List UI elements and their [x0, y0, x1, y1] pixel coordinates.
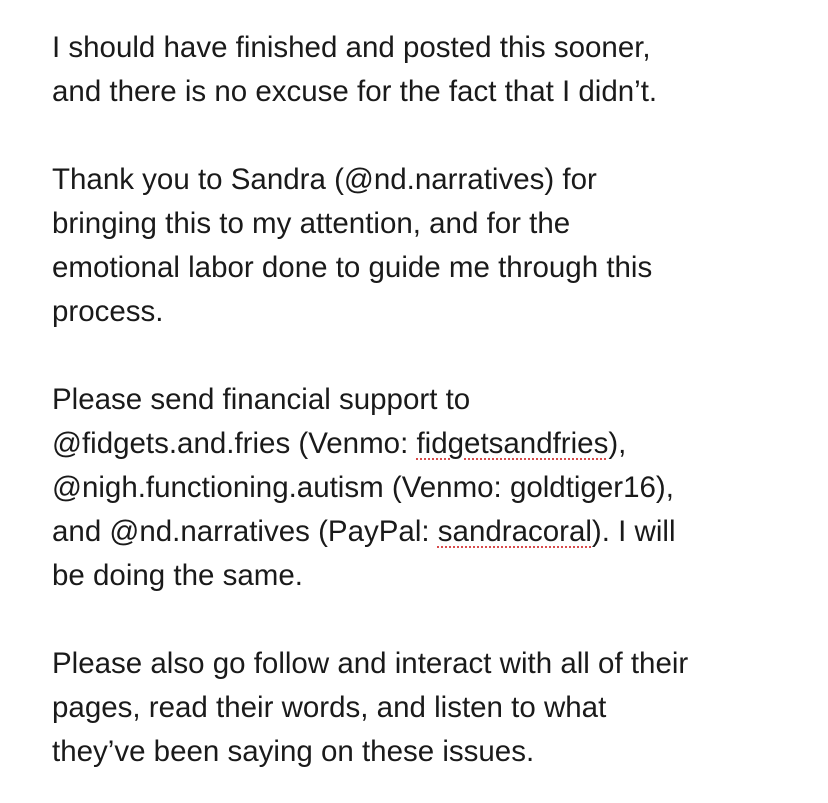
paragraph-thanks	[52, 158, 812, 334]
text-line	[52, 422, 812, 466]
text-line: Thank you to Sandra (@nd.narratives) for	[52, 163, 597, 196]
text-segment: ). I will	[591, 515, 676, 548]
text-line: Please send financial support to	[52, 383, 471, 416]
text-line: emotional labor done to guide me through this	[52, 251, 653, 284]
text-segment: @fidgets.and.fries (Venmo:	[52, 427, 417, 460]
spellcheck-flagged-word[interactable]: sandracoral	[437, 515, 592, 548]
text-line: @nigh.functioning.autism (Venmo: goldtiger16),	[52, 471, 674, 504]
note-body	[52, 26, 812, 774]
text-line: process.	[52, 295, 164, 328]
text-line	[52, 510, 812, 554]
text-line: bringing this to my attention, and for the	[52, 207, 571, 240]
paragraph-follow	[52, 642, 812, 774]
text-line: pages, read their words, and listen to what	[52, 691, 607, 724]
text-segment: ),	[608, 427, 627, 460]
text-line: they’ve been saying on these issues.	[52, 735, 535, 768]
text-line: and there is no excuse for the fact that I didn’t.	[52, 75, 658, 108]
paragraph-support	[52, 378, 812, 598]
text-segment: and @nd.narratives (PayPal:	[52, 515, 438, 548]
spellcheck-flagged-word[interactable]: fidgetsandfries	[416, 427, 609, 460]
paragraph-apology	[52, 26, 812, 114]
text-line: I should have finished and posted this sooner,	[52, 31, 651, 64]
text-line: Please also go follow and interact with all of their	[52, 647, 689, 680]
text-line: be doing the same.	[52, 559, 303, 592]
